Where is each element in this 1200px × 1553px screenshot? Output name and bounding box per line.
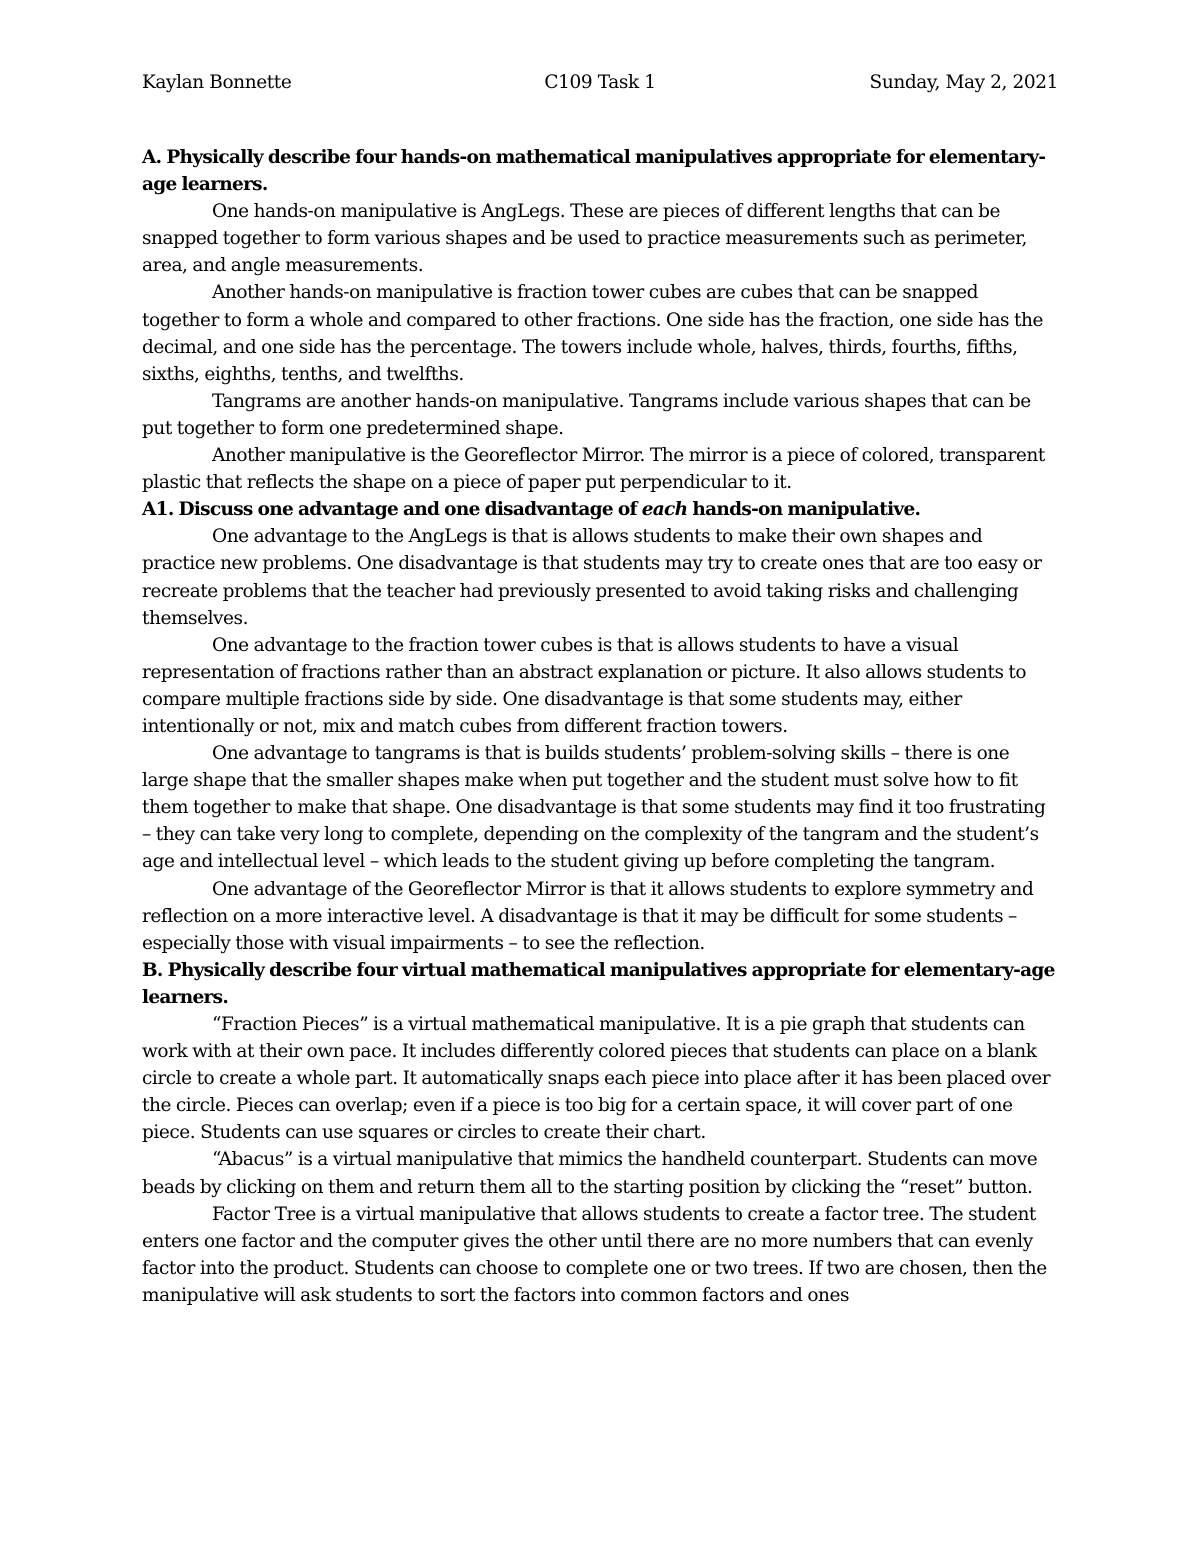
section-b-paragraph-abacus: “Abacus” is a virtual manipulative that mimics the handheld counterpart. Students can move beads by clicking on them and return them all to the starting position by clicking the “reset” button. <box>142 1149 1038 1198</box>
section-a-heading: A. Physically describe four hands-on mathematical manipulatives appropriate for elementary-age learners. <box>142 147 1046 196</box>
section-a-paragraph-georeflector: Another manipulative is the Georeflector Mirror. The mirror is a piece of colored, transparent plastic that reflects the shape on a piece of paper put perpendicular to it. <box>142 445 1045 494</box>
header-date: Sunday, May 2, 2021 <box>869 72 1058 93</box>
section-a-paragraph-anglegs: One hands-on manipulative is AngLegs. These are pieces of different lengths that can be snapped together to form various shapes and be used to practice measurements such as perimeter, area, and angle measurements. <box>142 201 1027 277</box>
document-body <box>142 144 1058 1309</box>
section-a-paragraph-tangrams: Tangrams are another hands-on manipulative. Tangrams include various shapes that can be put together to form one predetermined shape. <box>142 390 1031 439</box>
section-a1-paragraph-tangrams: One advantage to tangrams is that is builds students’ problem-solving skills – there is one large shape that the smaller shapes make when put together and the student must solve how to fit them together to make that shape. One disadvantage is that some students may find it too frustrating – they can take very long to complete, depending on the complexity of the tangram and the student’s age and intellectual level – which leads to the student giving up before completing the tangram. <box>142 743 1046 873</box>
section-b-paragraph-factor-tree: Factor Tree is a virtual manipulative that allows students to create a factor tree. The student enters one factor and the computer gives the other until there are no more numbers that can evenly factor into the product. Students can choose to complete one or two trees. If two are chosen, then the manipulative will ask students to sort the factors into common factors and ones <box>142 1203 1047 1306</box>
section-a1-paragraph-georeflector: One advantage of the Georeflector Mirror is that it allows students to explore symmetry and reflection on a more interactive level. A disadvantage is that it may be difficult for some students – especially those with visual impairments – to see the reflection. <box>142 878 1034 954</box>
header-author: Kaylan Bonnette <box>142 72 292 93</box>
section-a1-heading-start: A1. Discuss one advantage and one disadvantage of <box>142 499 642 521</box>
page-header <box>142 72 1058 106</box>
section-a1-heading-emphasis: each <box>641 499 688 521</box>
section-a1-heading-end: hands-on manipulative. <box>687 499 921 521</box>
header-course: C109 Task 1 <box>544 72 656 93</box>
section-a1-heading <box>142 496 1058 523</box>
section-b-paragraph-fraction-pieces: “Fraction Pieces” is a virtual mathematical manipulative. It is a pie graph that students can work with at their own pace. It includes differently colored pieces that students can place on a blank circle to create a whole part. It automatically snaps each piece into place after it has been placed over the circle. Pieces can overlap; even if a piece is too big for a certain space, it will cover part of one piece. Students can use squares or circles to create their chart. <box>142 1014 1051 1144</box>
section-b-heading: B. Physically describe four virtual mathematical manipulatives appropriate for elementary-age learners. <box>142 959 1055 1008</box>
section-a1-paragraph-anglegs: One advantage to the AngLegs is that is allows students to make their own shapes and practice new problems. One disadvantage is that students may try to create ones that are too easy or recreate problems that the teacher had previously presented to avoid taking risks and challenging themselves. <box>142 526 1042 629</box>
section-a-paragraph-fraction-towers: Another hands-on manipulative is fraction tower cubes are cubes that can be snapped together to form a whole and compared to other fractions. One side has the fraction, one side has the decimal, and one side has the percentage. The towers include whole, halves, thirds, fourths, fifths, sixths, eighths, tenths, and twelfths. <box>142 282 1043 385</box>
section-a1-paragraph-fraction-towers: One advantage to the fraction tower cubes is that is allows students to have a visual representation of fractions rather than an abstract explanation or picture. It also allows students to compare multiple fractions side by side. One disadvantage is that some students may, either intentionally or not, mix and match cubes from different fraction towers. <box>142 634 1027 737</box>
